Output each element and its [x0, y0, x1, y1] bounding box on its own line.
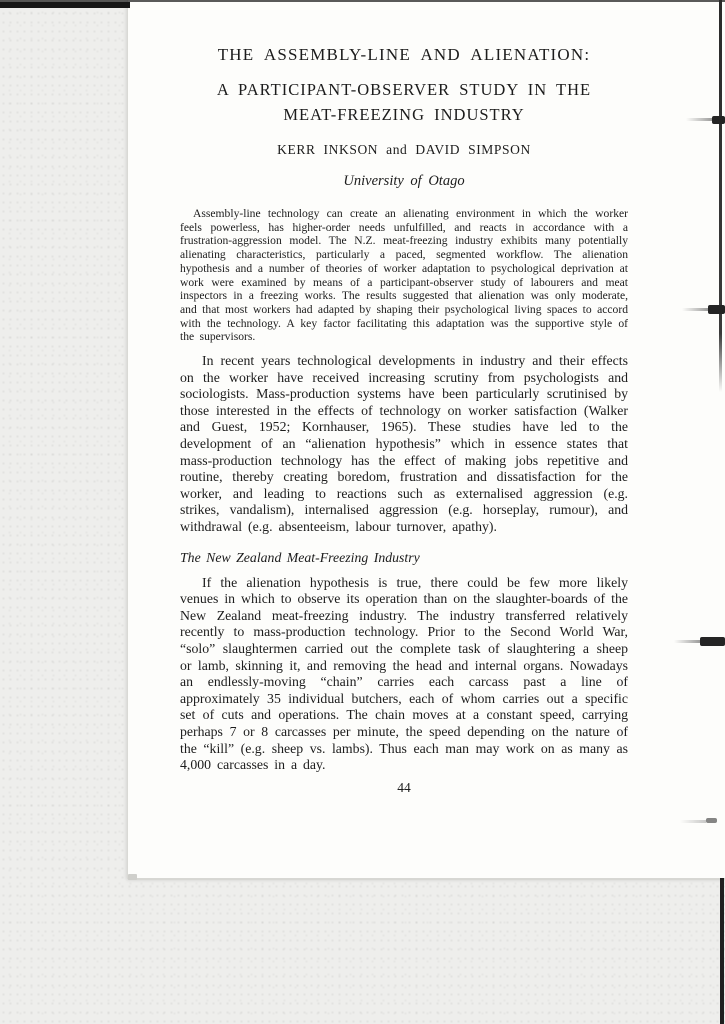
scan-right-edge-line-top	[719, 0, 722, 392]
page-content	[180, 0, 628, 796]
author-names: KERR INKSON and DAVID SIMPSON	[277, 142, 531, 157]
scan-smudge-mark	[706, 818, 717, 823]
section-heading: The New Zealand Meat-Freezing Industry	[180, 549, 420, 565]
scan-smudge-mark	[700, 637, 725, 646]
abstract-paragraph: Assembly-line technology can create an alienating environment in which the worker feels powerless, has higher-order needs unfulfilled, and reacts in accordance with a frustration-aggression model. The N.Z. meat-freezing industry exhibits many potentially alienating characteristics, particularly a paced, segmented workflow. The alienation hypothesis and a number of theories of worker adaptation to psychological deprivation at work were examined by means of a participant-observer study of labourers and meat inspectors in a freezing works. The results suggested that alienation was only moderate, and that most workers had adapted by shaping their psychological living spaces to accord with the technology. A key factor facilitating this adaptation was the supportive style of the supervisors.	[180, 207, 628, 344]
body-paragraph-2: If the alienation hypothesis is true, there could be few more likely venues in which to observe its operation than on the slaughter-boards of the New Zealand meat-freezing industry. The industry transferred relatively recently to mass-production technology. Prior to the Second World War, “solo” slaughtermen carried out the complete task of slaughtering a sheep or lamb, skinning it, and removing the head and internal organs. Nowadays an endlessly-moving “chain” carries each carcass past a line of approximately 35 individual butchers, each of whom carries out a specific set of cuts and operations. The chain moves at a constant speed, carrying perhaps 7 or 8 carcasses per minute, the speed depending on the nature of the “kill” (e.g. sheep vs. lambs). Thus each man may work on as many as 4,000 carcasses in a day.	[180, 574, 628, 773]
scan-top-left-bar	[0, 2, 130, 8]
scan-right-edge-line-bottom	[720, 878, 724, 1024]
page-number: 44	[397, 779, 411, 795]
article-title-line-2: A PARTICIPANT-OBSERVER STUDY IN THE	[216, 80, 592, 99]
page-sheet	[127, 0, 725, 879]
article-title-line-3: MEAT-FREEZING INDUSTRY	[283, 105, 525, 124]
author-affiliation: University of Otago	[343, 173, 465, 189]
scan-smudge-mark	[708, 305, 725, 314]
article-title-line-1: THE ASSEMBLY-LINE AND ALIENATION:	[217, 45, 591, 64]
scan-page-corner-notch	[128, 874, 137, 880]
body-paragraph-1: In recent years technological developments in industry and their effects on the worker have received increasing scrutiny from psychologists and sociologists. Mass-production systems have been particularly scrutinised by those interested in the effects of technology on worker satisfaction (Walker and Guest, 1952; Kornhauser, 1965). These studies have led to the development of an “alienation hypothesis” which in essence states that mass-production technology has the effect of making jobs repetitive and routine, thereby creating boredom, frustration and dissatisfaction for the worker, and leading to reactions such as externalised aggression (e.g. strikes, vandalism), internalised aggression (e.g. horseplay, rumour), and withdrawal (e.g. absenteeism, labour turnover, apathy).	[180, 353, 628, 534]
scan-smudge-mark	[712, 116, 725, 124]
